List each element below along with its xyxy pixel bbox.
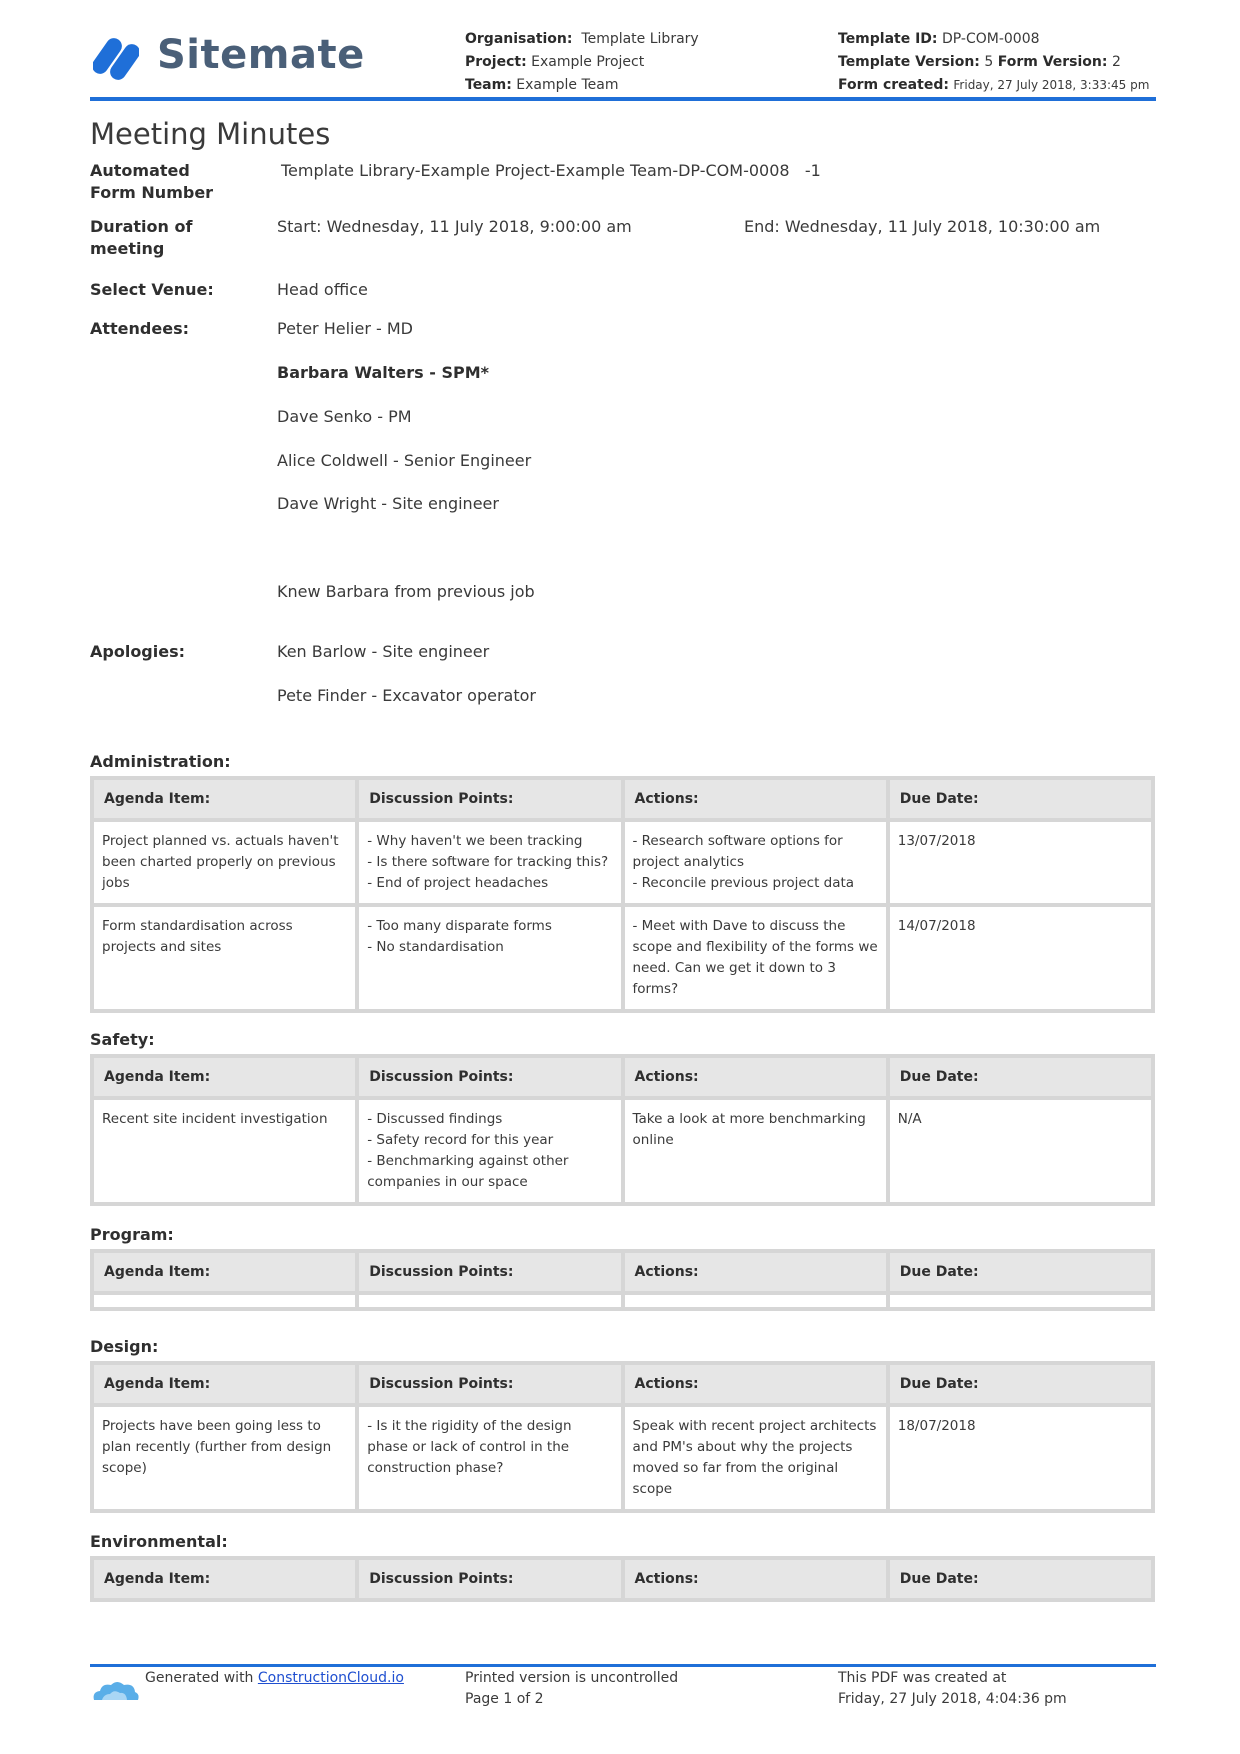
auto-number-value: Template Library-Example Project-Example Team-DP-COM-0008 -1 [281, 161, 821, 180]
section-title: Administration: [90, 752, 231, 771]
header-meta-right [838, 28, 1149, 97]
footer-divider [90, 1664, 1156, 1667]
attendee-item: Dave Senko - PM [277, 407, 412, 426]
column-header: Actions: [623, 1558, 888, 1600]
table-cell [623, 1293, 888, 1309]
form-version-label: Form Version: [997, 54, 1108, 70]
table-cell: Project planned vs. actuals haven't been charted properly on previous jobs [92, 820, 357, 905]
agenda-table [90, 1054, 1155, 1206]
footer-generated [145, 1668, 404, 1689]
page-title: Meeting Minutes [90, 117, 331, 151]
table-header-row [92, 1558, 1153, 1600]
attendee-item: Peter Helier - MD [277, 319, 413, 338]
column-header: Agenda Item: [92, 1251, 357, 1293]
brand-name: Sitemate [157, 32, 365, 78]
table-cell: N/A [888, 1098, 1153, 1204]
sitemate-logo-icon [93, 30, 139, 88]
table-cell [92, 1293, 357, 1309]
section-title: Safety: [90, 1030, 155, 1049]
column-header: Discussion Points: [357, 1558, 622, 1600]
agenda-table [90, 776, 1155, 1013]
template-version-value: 5 [984, 54, 994, 70]
table-row [92, 1293, 1153, 1309]
header-meta-left [465, 28, 699, 97]
table-row [92, 820, 1153, 905]
project-label: Project: [465, 54, 527, 70]
template-version-label: Template Version: [838, 54, 980, 70]
header-divider [90, 97, 1156, 101]
attendee-item: Dave Wright - Site engineer [277, 494, 499, 513]
column-header: Agenda Item: [92, 778, 357, 820]
table-cell: - Is it the rigidity of the design phase or lack of control in the construction phase? [357, 1405, 622, 1511]
column-header: Actions: [623, 1251, 888, 1293]
meeting-start: Start: Wednesday, 11 July 2018, 9:00:00 am [277, 217, 632, 236]
column-header: Due Date: [888, 1363, 1153, 1405]
table-cell: Take a look at more benchmarking online [623, 1098, 888, 1204]
section-title: Environmental: [90, 1532, 228, 1551]
organisation-label: Organisation: [465, 31, 573, 47]
column-header: Agenda Item: [92, 1558, 357, 1600]
cloud-logo-icon [90, 1679, 140, 1701]
form-created-label: Form created: [838, 77, 949, 93]
table-header-row [92, 1363, 1153, 1405]
footer-created [838, 1668, 1067, 1710]
column-header: Actions: [623, 1056, 888, 1098]
table-cell: 13/07/2018 [888, 820, 1153, 905]
table-cell [357, 1293, 622, 1309]
table-row [92, 905, 1153, 1011]
attendee-item: Alice Coldwell - Senior Engineer [277, 451, 532, 470]
table-cell: - Meet with Dave to discuss the scope and flexibility of the forms we need. Can we get it down to 3 forms? [623, 905, 888, 1011]
table-cell [888, 1293, 1153, 1309]
column-header: Discussion Points: [357, 1056, 622, 1098]
table-header-row [92, 1056, 1153, 1098]
team-label: Team: [465, 77, 512, 93]
template-id-label: Template ID: [838, 31, 938, 47]
venue-label: Select Venue: [90, 280, 214, 299]
table-cell: Projects have been going less to plan recently (further from design scope) [92, 1405, 357, 1511]
column-header: Actions: [623, 778, 888, 820]
column-header: Discussion Points: [357, 1251, 622, 1293]
template-id-value: DP-COM-0008 [941, 31, 1040, 47]
table-cell: - Discussed findings - Safety record for this year - Benchmarking against other companies in our space [357, 1098, 622, 1204]
form-created-value: Friday, 27 July 2018, 3:33:45 pm [953, 78, 1150, 92]
auto-number-label: Automated Form Number [90, 161, 214, 202]
table-row [92, 1098, 1153, 1204]
team-value: Example Team [516, 77, 619, 93]
column-header: Agenda Item: [92, 1363, 357, 1405]
table-cell: - Research software options for project analytics - Reconcile previous project data [623, 820, 888, 905]
attendee-item: Barbara Walters - SPM* [277, 363, 489, 382]
meeting-end: End: Wednesday, 11 July 2018, 10:30:00 am [744, 217, 1101, 236]
organisation-value: Template Library [581, 31, 699, 47]
column-header: Actions: [623, 1363, 888, 1405]
uncontrolled-notice: Printed version is uncontrolled [465, 1670, 679, 1686]
apology-item: Ken Barlow - Site engineer [277, 642, 490, 661]
section-title: Program: [90, 1225, 174, 1244]
constructioncloud-link[interactable]: ConstructionCloud.io [257, 1670, 404, 1686]
column-header: Agenda Item: [92, 1056, 357, 1098]
page-number: Page 1 of 2 [465, 1691, 544, 1707]
table-row [92, 1405, 1153, 1511]
table-cell: - Why haven't we been tracking - Is there software for tracking this? - End of project headaches [357, 820, 622, 905]
table-header-row [92, 778, 1153, 820]
section-title: Design: [90, 1337, 159, 1356]
apology-item: Pete Finder - Excavator operator [277, 686, 536, 705]
column-header: Discussion Points: [357, 778, 622, 820]
column-header: Due Date: [888, 1056, 1153, 1098]
table-cell: - Too many disparate forms - No standardisation [357, 905, 622, 1011]
agenda-table [90, 1249, 1155, 1311]
agenda-table [90, 1361, 1155, 1513]
attendee-note: Knew Barbara from previous job [277, 582, 535, 601]
pdf-created-date: Friday, 27 July 2018, 4:04:36 pm [838, 1691, 1067, 1707]
column-header: Due Date: [888, 1558, 1153, 1600]
attendees-label: Attendees: [90, 319, 189, 338]
footer-print-info [465, 1668, 678, 1710]
column-header: Due Date: [888, 778, 1153, 820]
column-header: Discussion Points: [357, 1363, 622, 1405]
table-cell: Recent site incident investigation [92, 1098, 357, 1204]
generated-prefix: Generated with [145, 1670, 258, 1686]
agenda-table [90, 1556, 1155, 1602]
column-header: Due Date: [888, 1251, 1153, 1293]
table-header-row [92, 1251, 1153, 1293]
apologies-label: Apologies: [90, 642, 186, 661]
venue-value: Head office [277, 280, 368, 299]
duration-label: Duration of meeting [90, 217, 193, 258]
table-cell: 14/07/2018 [888, 905, 1153, 1011]
table-cell: Speak with recent project architects and PM's about why the projects moved so far from the original scope [623, 1405, 888, 1511]
table-cell: Form standardisation across projects and sites [92, 905, 357, 1011]
project-value: Example Project [531, 54, 645, 70]
table-cell: 18/07/2018 [888, 1405, 1153, 1511]
pdf-created-label: This PDF was created at [838, 1670, 1007, 1686]
form-version-value: 2 [1111, 54, 1121, 70]
